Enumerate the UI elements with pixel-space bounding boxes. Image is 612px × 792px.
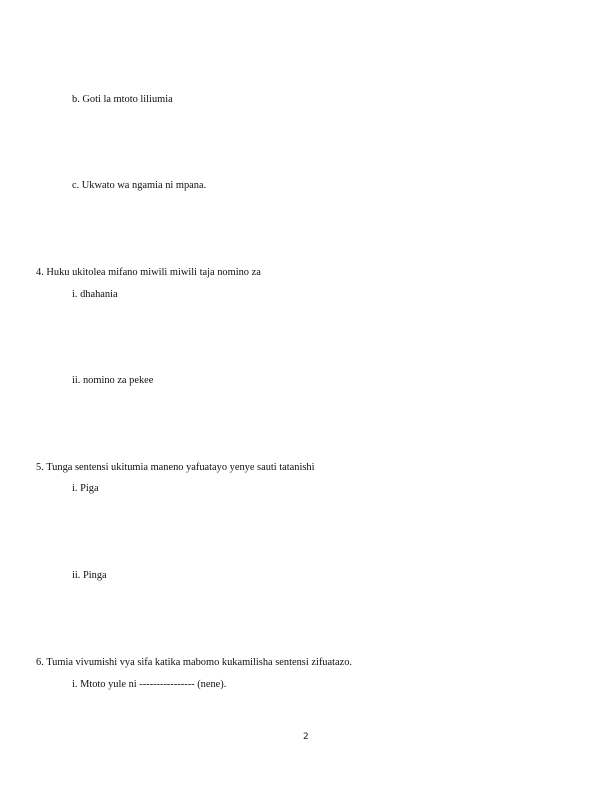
sub-item-c: c. Ukwato wa ngamia ni mpana. bbox=[72, 180, 207, 191]
question-4-item-i: i. dhahania bbox=[72, 289, 118, 300]
question-5: 5. Tunga sentensi ukitumia maneno yafuatayo yenye sauti tatanishi bbox=[36, 462, 315, 473]
question-5-item-ii: ii. Pinga bbox=[72, 570, 107, 581]
sub-item-b: b. Goti la mtoto liliumia bbox=[72, 94, 173, 105]
question-4-item-ii: ii. nomino za pekee bbox=[72, 375, 154, 386]
question-4: 4. Huku ukitolea mifano miwili miwili taja nomino za bbox=[36, 267, 261, 278]
page-number: 2 bbox=[303, 732, 309, 742]
question-6-item-i: i. Mtoto yule ni ---------------- (nene). bbox=[72, 679, 227, 690]
question-5-item-i: i. Piga bbox=[72, 483, 99, 494]
question-6: 6. Tumia vivumishi vya sifa katika mabomo kukamilisha sentensi zifuatazo. bbox=[36, 657, 353, 668]
